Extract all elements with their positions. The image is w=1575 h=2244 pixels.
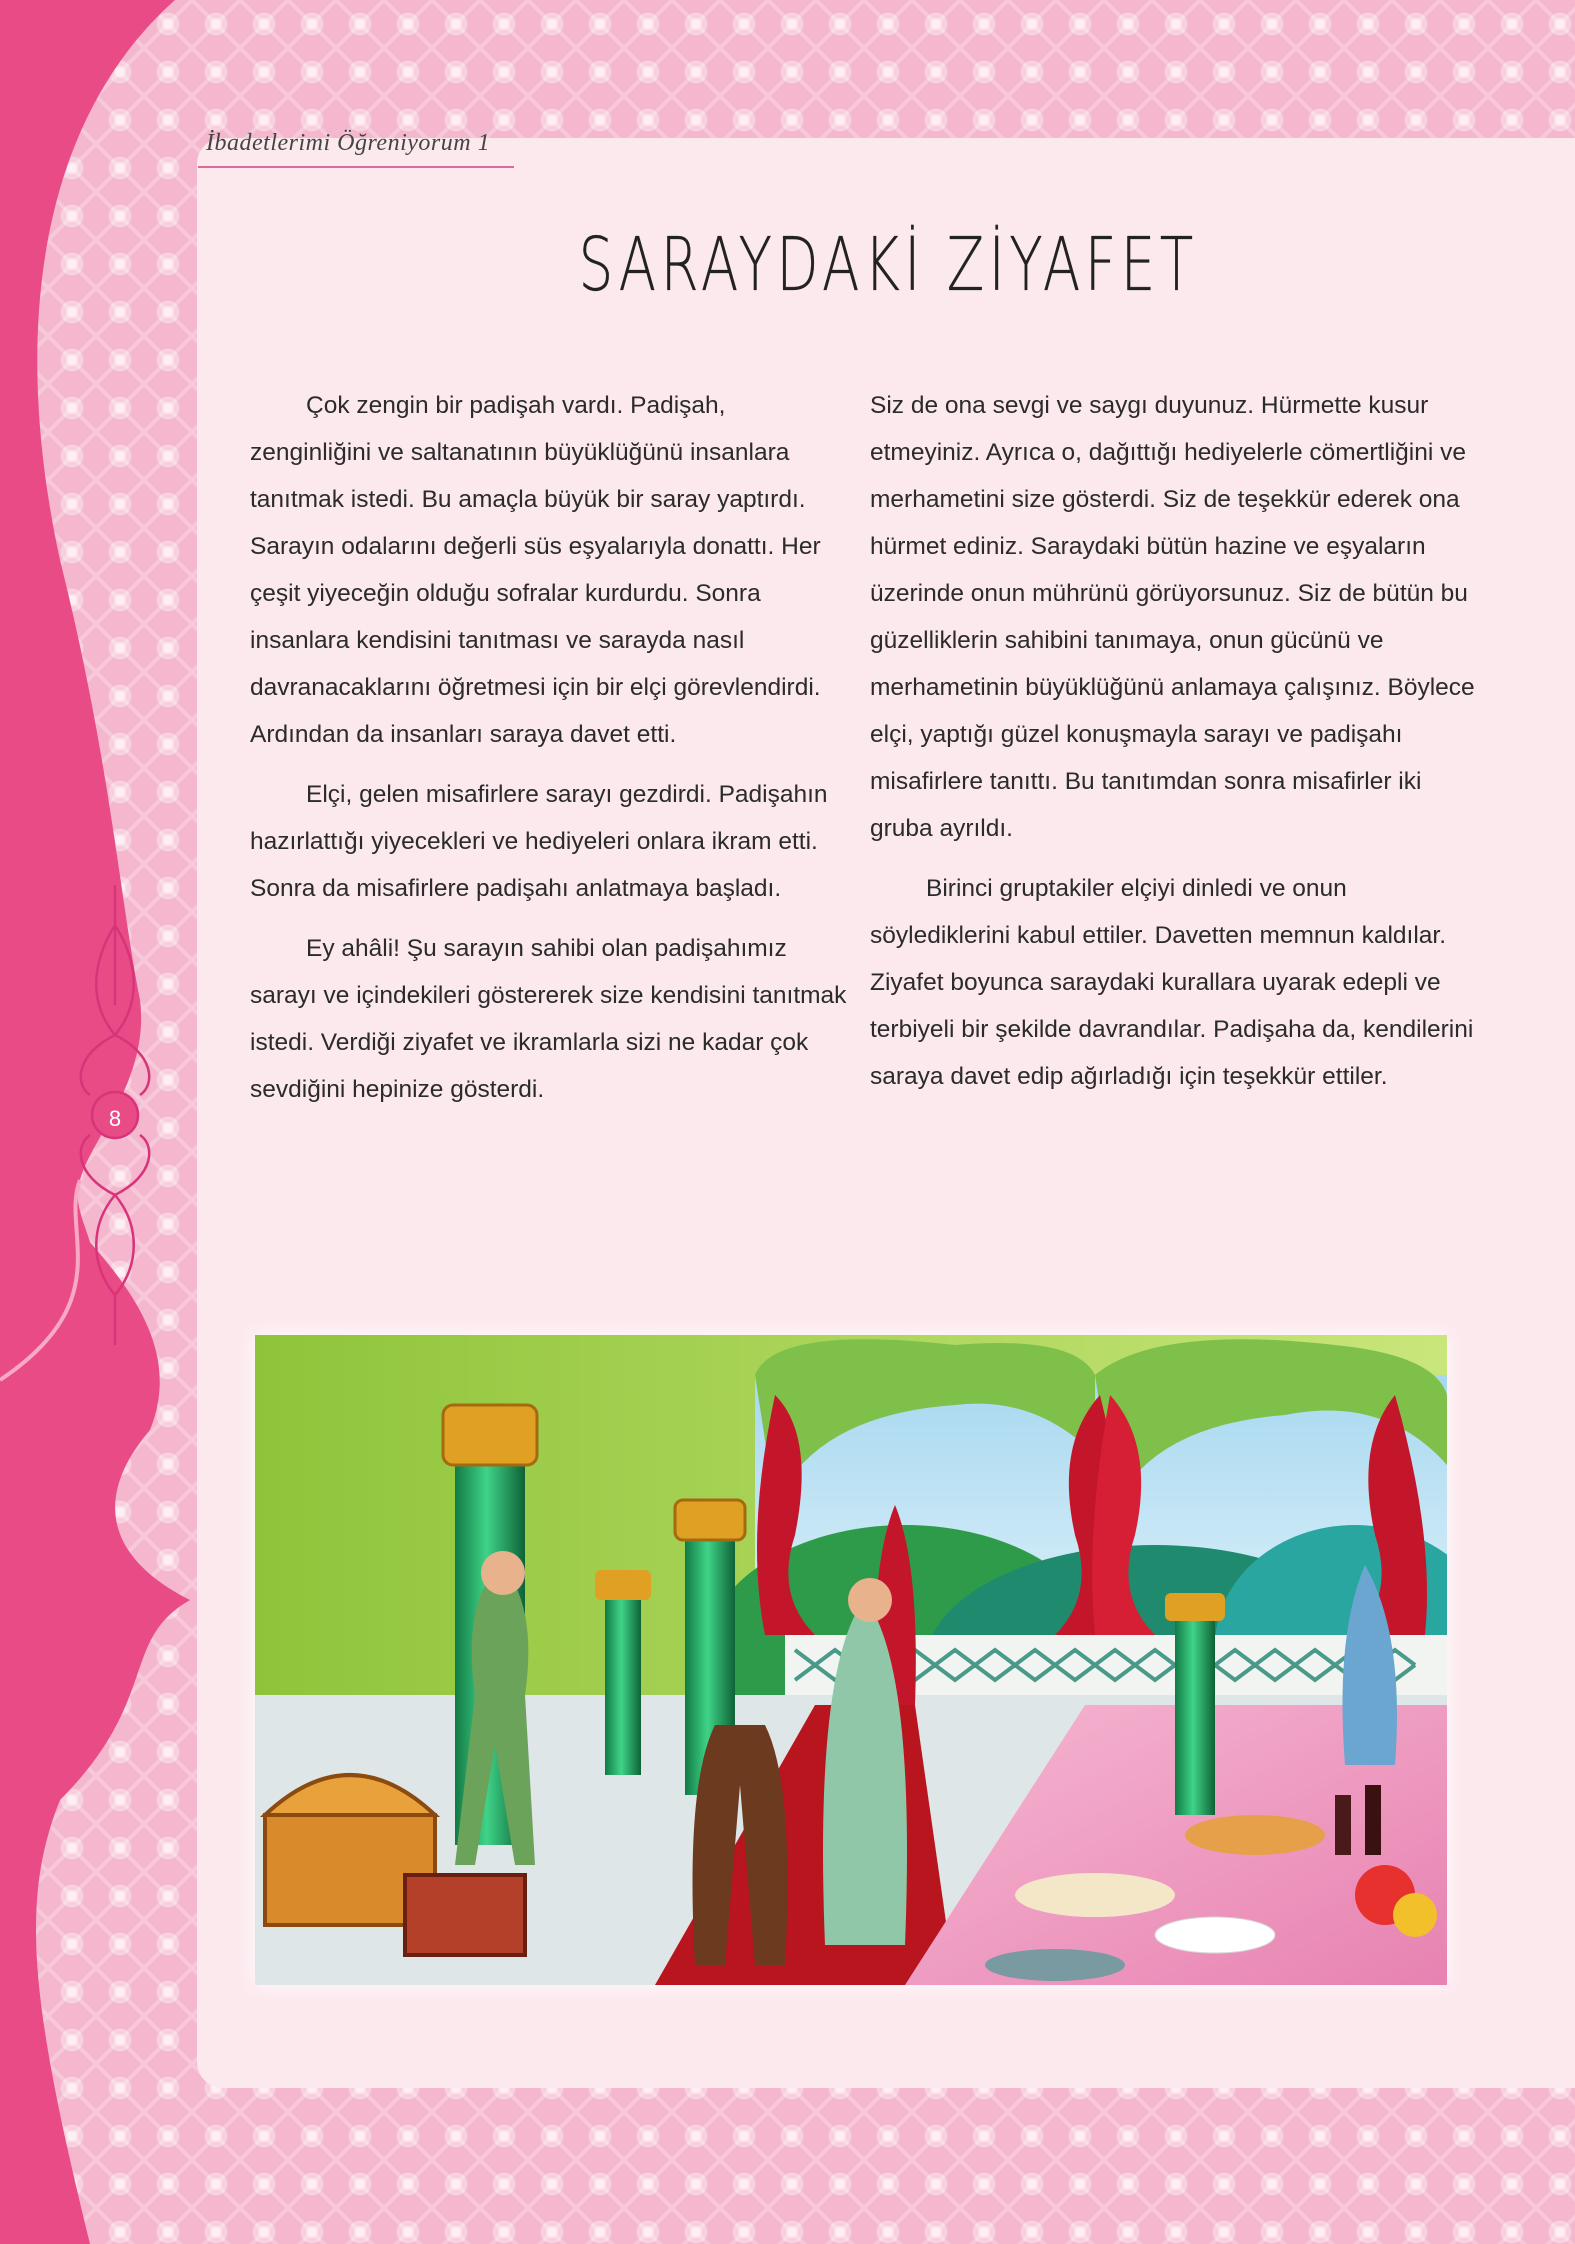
left-text-column [250, 382, 850, 1126]
page-title: SARAYDAKİ ZİYAFET [578, 222, 1198, 308]
series-title: İbadetlerimi Öğreniyorum 1 [206, 130, 491, 156]
paragraph: Ey ahâli! Şu sarayın sahibi olan padişahımız sarayı ve içindekileri göstererek size kendisini tanıtmak istedi. Verdiği ziyafet ve ikramlarla sizi ne kadar çok sevdiğini hepinize gösterdi. [250, 935, 847, 1103]
series-title-underline [198, 166, 514, 168]
paragraph: Siz de ona sevgi ve saygı duyunuz. Hürmette kusur etmeyiniz. Ayrıca o, dağıttığı hediyelerle cömertliğini ve merhametini size gösterdi. Siz de teşekkür ederek ona hürmet ediniz. Saraydaki bütün hazine ve eşyaların üzerinde onun mührünü görüyorsunuz. Siz de bütün bu güzelliklerin sahibini tanımaya, onun gücünü ve merhametinin büyüklüğünü anlamaya çalışınız. Böylece elçi, yaptığı güzel konuşmayla sarayı ve padişahı misafirlere tanıttı. Bu tanıtımdan sonra misafirler iki gruba ayrıldı. [870, 392, 1475, 842]
paragraph: Birinci gruptakiler elçiyi dinledi ve onun söylediklerini kabul ettiler. Davetten memnun kaldılar. Ziyafet boyunca saraydaki kurallara uyarak edepli ve terbiyeli bir şekilde davrandılar. Padişaha da, kendilerini saraya davet edip ağırladığı için teşekkür ettiler. [870, 875, 1474, 1090]
page-number: 8 [108, 1106, 122, 1131]
right-text-column [870, 382, 1480, 1113]
paragraph: Çok zengin bir padişah vardı. Padişah, zenginliğini ve saltanatının büyüklüğünü insanlara tanıtmak istedi. Bu amaçla büyük bir saray yaptırdı. Sarayın odalarını değerli süs eşyalarıyla donattı. Her çeşit yiyeceğin olduğu sofralar kurdurdu. Sonra insanlara kendisini tanıtması ve sarayda nasıl davranacaklarını öğretmesi için bir elçi görevlendirdi. Ardından da insanları saraya davet etti. [250, 392, 821, 748]
palace-feast-illustration [255, 1335, 1447, 1985]
paragraph: Elçi, gelen misafirlere sarayı gezdirdi. Padişahın hazırlattığı yiyecekleri ve hediyeleri onlara ikram etti. Sonra da misafirlere padişahı anlatmaya başladı. [250, 781, 828, 902]
